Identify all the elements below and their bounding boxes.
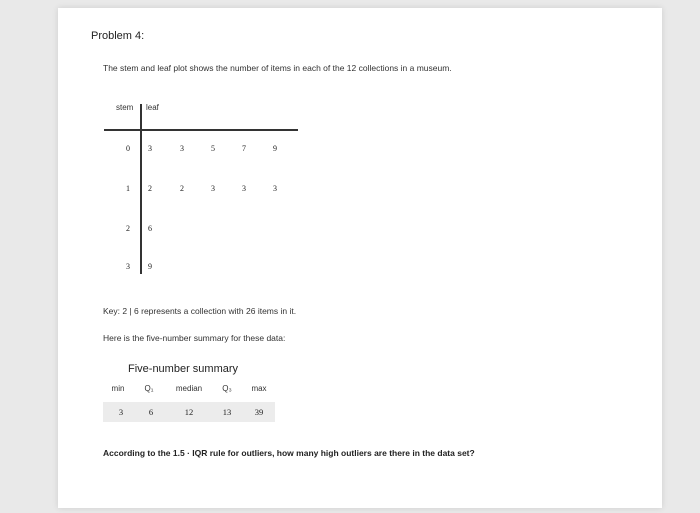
summary-header: Q₁ <box>144 384 154 393</box>
stem-header: stem <box>116 103 134 112</box>
problem-title: Problem 4: <box>91 30 145 42</box>
leaf-value: 3 <box>211 184 215 193</box>
stem-leaf-plot <box>102 96 302 276</box>
summary-value: 12 <box>184 407 194 417</box>
leaf-value: 9 <box>273 144 277 153</box>
summary-header: median <box>175 384 203 393</box>
leaf-value: 7 <box>242 144 246 153</box>
five-number-summary-title: Five-number summary <box>128 363 239 375</box>
leaf-value: 2 <box>180 184 184 193</box>
summary-intro: Here is the five-number summary for these data: <box>103 333 286 343</box>
summary-value: 39 <box>254 407 264 417</box>
summary-header: Q₃ <box>222 384 232 393</box>
summary-value: 3 <box>118 407 124 417</box>
summary-header: min <box>111 384 125 393</box>
stem-value: 2 <box>126 224 130 233</box>
stem-value: 3 <box>126 262 130 271</box>
summary-header: max <box>251 384 267 393</box>
question-text: According to the 1.5 · IQR rule for outliers, how many high outliers are there in the data set? <box>103 448 475 458</box>
summary-value: 13 <box>222 407 232 417</box>
plot-key: Key: 2 | 6 represents a collection with 26 items in it. <box>103 306 297 316</box>
problem-page <box>58 8 662 508</box>
leaf-value: 3 <box>180 144 184 153</box>
summary-value: 6 <box>148 407 154 417</box>
stem-row <box>102 184 302 196</box>
stem-row <box>102 224 302 236</box>
stem-value: 1 <box>126 184 130 193</box>
leaf-header: leaf <box>146 103 159 112</box>
stem-row <box>102 144 302 156</box>
stem-value: 0 <box>126 144 130 153</box>
leaf-value: 2 <box>148 184 152 193</box>
leaf-value: 3 <box>148 144 152 153</box>
leaf-value: 3 <box>273 184 277 193</box>
leaf-value: 9 <box>148 262 152 271</box>
leaf-value: 3 <box>242 184 246 193</box>
leaf-value: 6 <box>148 224 152 233</box>
intro-text: The stem and leaf plot shows the number of items in each of the 12 collections in a museum. <box>103 63 452 73</box>
header-divider <box>104 129 298 131</box>
stem-row <box>102 262 302 274</box>
leaf-value: 5 <box>211 144 215 153</box>
